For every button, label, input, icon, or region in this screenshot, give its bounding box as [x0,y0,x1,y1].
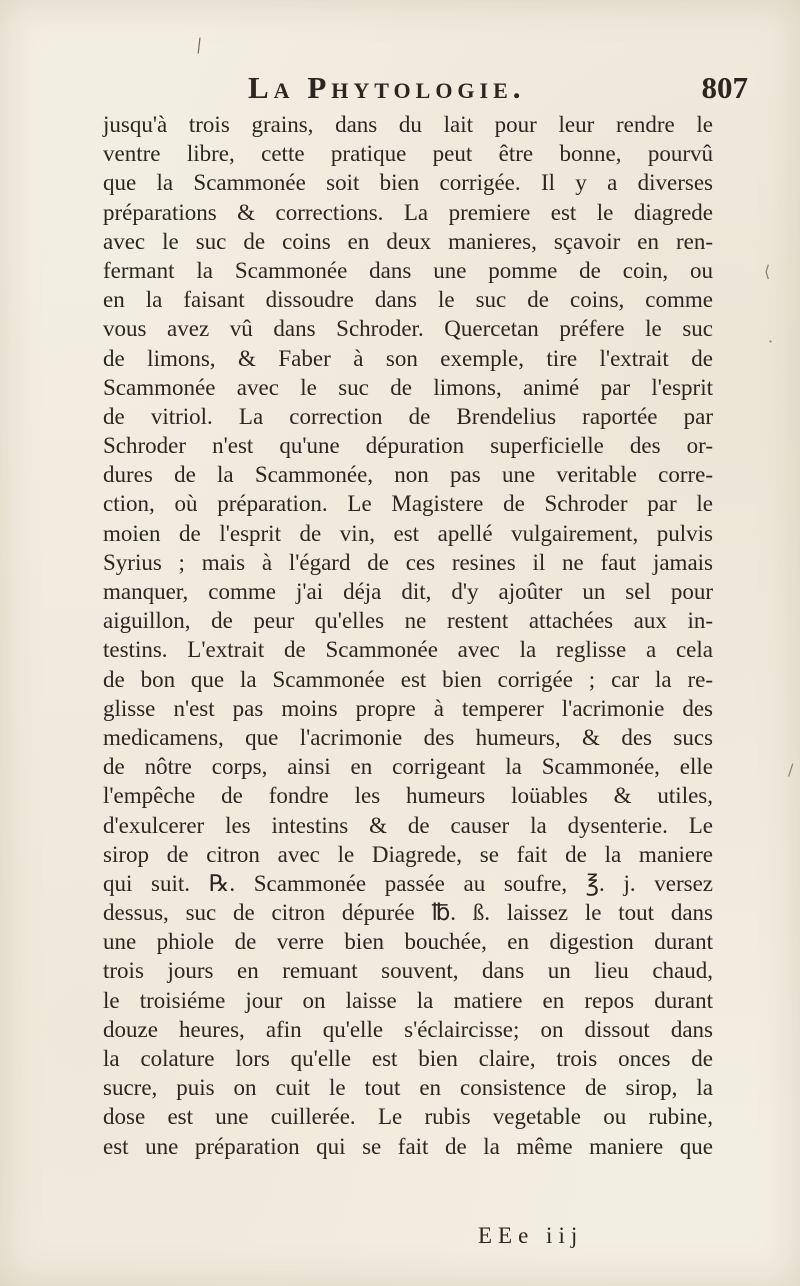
margin-mark: / [788,760,794,779]
text-line: de limons, & Faber à son exemple, tire l'extrait de [103,345,713,371]
text-line: le troisiéme jour on laisse la matiere en repos durant [103,987,713,1013]
text-line: est une préparation qui se fait de la même maniere que [103,1133,713,1159]
text-line: de bon que la Scammonée est bien corrigée ; car la re- [103,666,713,692]
text-line: dures de la Scammonée, non pas une veritable corre- [103,462,713,488]
text-line: aiguillon, de peur qu'elles ne restent attachées aux in- [103,608,713,634]
text-line: jusqu'à trois grains, dans du lait pour leur rendre le [103,112,713,137]
text-line: moien de l'esprit de vin, est apellé vulgairement, pulvis [103,520,713,546]
running-title: La Phytologie. [248,70,526,105]
text-line: la colature lors qu'elle est bien claire, trois onces de [103,1046,713,1071]
text-line: medicamens, que l'acrimonie des humeurs, & des sucs [103,724,713,750]
text-line: Scammonée avec le suc de limons, animé par l'esprit [103,374,713,400]
body-text [103,110,713,1161]
text-line: de vitriol. La correction de Brendelius raportée par [103,403,713,429]
text-line: de nôtre corps, ainsi en corrigeant la Scammonée, elle [103,754,713,780]
text-line: glisse n'est pas moins propre à temperer l'acrimonie des [103,695,713,721]
text-line: ction, où préparation. Le Magistere de Schroder par le [103,491,713,517]
signature-mark: EEe iij [478,1223,584,1248]
margin-mark: · [768,332,774,351]
text-line: Schroder n'est qu'une dépuration superficielle des or- [103,433,713,459]
text-line: douze heures, afin qu'elle s'éclaircisse; on dissout dans [103,1016,713,1042]
text-line: trois jours en remuant souvent, dans un lieu chaud, [103,958,713,984]
margin-mark: ⟨ [764,262,771,281]
page-number: 807 [701,70,748,105]
text-line: ventre libre, cette pratique peut être bonne, pourvû [103,141,713,167]
text-line: l'empêche de fondre les humeurs loüables & utiles, [103,783,713,809]
text-line: préparations & corrections. La premiere est le diagrede [103,199,713,225]
text-line: avec le suc de coins en deux manieres, sçavoir en ren- [103,228,713,254]
text-line: sirop de citron avec le Diagrede, se fait de la maniere [103,841,713,867]
text-line: vous avez vû dans Schroder. Quercetan préfere le suc [103,316,713,342]
text-line: testins. L'extrait de Scammonée avec la reglisse a cela [103,637,713,663]
text-line: dose est une cuillerée. Le rubis vegetable ou rubine, [103,1104,713,1130]
text-line: fermant la Scammonée dans une pomme de coin, ou [103,257,713,283]
text-line: Syrius ; mais à l'égard de ces resines il ne faut jamais [103,549,713,575]
text-line: dessus, suc de citron dépurée ℔. ß. laissez le tout dans [103,900,713,926]
text-line: d'exulcerer les intestins & de causer la dysenterie. Le [103,812,713,838]
text-line: qui suit. ℞. Scammonée passée au soufre, ℥. j. versez [103,870,713,896]
text-line: sucre, puis on cuit le tout en consistence de sirop, la [103,1075,713,1101]
text-line: en la faisant dissoudre dans le suc de coins, comme [103,287,713,313]
ink-mark: ⁄ [193,36,206,57]
text-line: que la Scammonée soit bien corrigée. Il y a diverses [103,170,713,196]
text-line: manquer, comme j'ai déja dit, d'y ajoûter un sel pour [103,579,713,604]
text-line: une phiole de verre bien bouchée, en digestion durant [103,929,713,955]
running-head [248,70,748,110]
